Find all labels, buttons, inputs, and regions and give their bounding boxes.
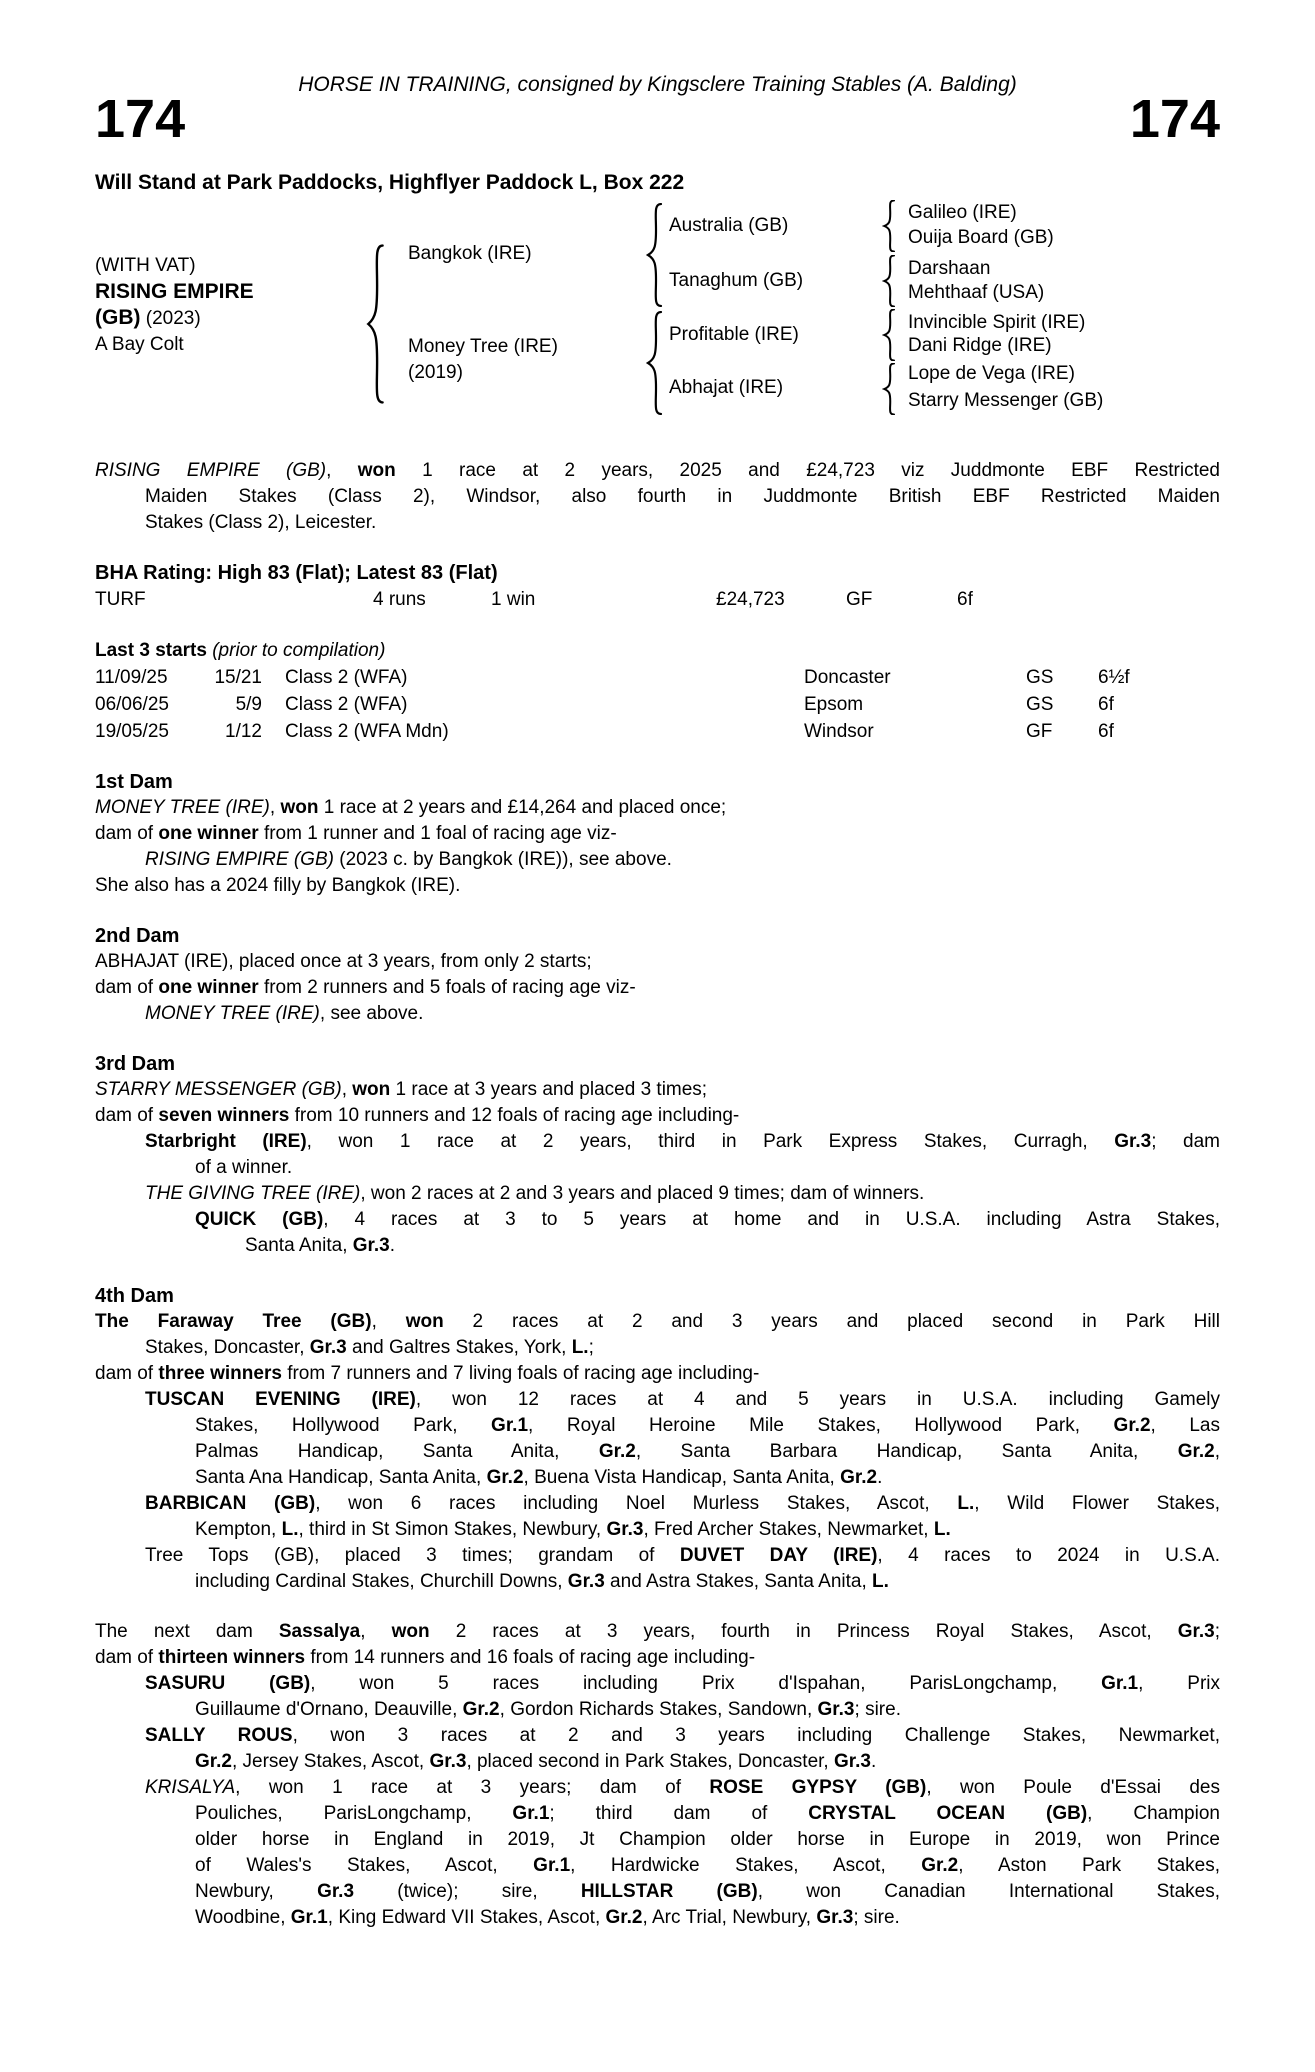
start-going: GF (1026, 721, 1053, 742)
text-line: Stakes (Class 2), Leicester. (145, 512, 377, 533)
country-suffix: (GB) (95, 306, 141, 329)
text-line: Stakes, Doncaster, Gr.3 and Galtres Stakes, York, L.; (145, 1337, 594, 1358)
birth-year: (2023) (145, 308, 201, 329)
text-line: including Cardinal Stakes, Churchill Downs, Gr.3 and Astra Stakes, Santa Anita, L. (195, 1571, 889, 1592)
text-line: TUSCAN EVENING (IRE), won 12 races at 4 and 5 years in U.S.A. including Gamely (145, 1389, 1220, 1410)
text-line: The next dam Sassalya, won 2 races at 3 years, fourth in Princess Royal Stakes, Ascot, Gr.3; (95, 1621, 1220, 1642)
text-line: dam of seven winners from 10 runners and 12 foals of racing age including- (95, 1105, 740, 1126)
start-course: Windsor (804, 721, 874, 742)
dam-section-1 (95, 795, 1220, 899)
text-line: RISING EMPIRE (GB), won 1 race at 2 years, 2025 and £24,723 viz Juddmonte EBF Restricted (95, 460, 1220, 481)
start-date: 11/09/25 (95, 667, 168, 688)
start-distance: 6f (1098, 694, 1114, 715)
pedigree-brace-gg2 (882, 255, 897, 307)
start-distance: 6½f (1098, 667, 1130, 688)
text-line: Santa Ana Handicap, Santa Anita, Gr.2, Buena Vista Handicap, Santa Anita, Gr.2. (195, 1467, 883, 1488)
ggp-6: Dani Ridge (IRE) (908, 335, 1052, 356)
dam-heading-1: 1st Dam (95, 771, 173, 793)
text-line: SASURU (GB), won 5 races including Prix d'Ispahan, ParisLongchamp, Gr.1, Prix (145, 1673, 1221, 1694)
text-line: KRISALYA, won 1 race at 3 years; dam of ROSE GYPSY (GB), won Poule d'Essai des (145, 1777, 1220, 1798)
horse-name: RISING EMPIRE (95, 280, 254, 303)
text-line: Starbright (IRE), won 1 race at 2 years, third in Park Express Stakes, Curragh, Gr.3; dam (145, 1131, 1220, 1152)
text-line: Tree Tops (GB), placed 3 times; grandam of DUVET DAY (IRE), 4 races to 2024 in U.S.A. (145, 1545, 1220, 1566)
text-line: STARRY MESSENGER (GB), won 1 race at 3 years and placed 3 times; (95, 1079, 708, 1100)
race-record-paragraph (95, 458, 1220, 536)
last-starts-title: Last 3 starts (95, 640, 207, 661)
sire-name: Bangkok (IRE) (408, 243, 532, 264)
text-line: Woodbine, Gr.1, King Edward VII Stakes, Ascot, Gr.2, Arc Trial, Newbury, Gr.3; sire. (195, 1907, 900, 1928)
lot-number-row (95, 89, 1220, 149)
lot-number-right: 174 (1129, 89, 1220, 149)
text-line: Pouliches, ParisLongchamp, Gr.1; third dam of CRYSTAL OCEAN (GB), Champion (195, 1803, 1220, 1824)
ggp-3: Darshaan (908, 258, 991, 279)
start-position: 5/9 (235, 694, 262, 715)
runs-count: 4 runs (373, 589, 426, 610)
vat-note: (WITH VAT) (95, 255, 196, 276)
text-line: dam of thirteen winners from 14 runners and 16 foals of racing age including- (95, 1647, 756, 1668)
text-line: Maiden Stakes (Class 2), Windsor, also fourth in Juddmonte British EBF Restricted Maiden (145, 486, 1220, 507)
race-summary-row (95, 586, 1220, 613)
start-row (95, 718, 1220, 745)
last-starts-table (95, 664, 1220, 745)
text-line: The Faraway Tree (GB), won 2 races at 2 and 3 years and placed second in Park Hill (95, 1311, 1220, 1332)
text-line: BARBICAN (GB), won 6 races including Noel Murless Stakes, Ascot, L., Wild Flower Stakes, (145, 1493, 1220, 1514)
start-class: Class 2 (WFA) (285, 667, 408, 688)
start-date: 06/06/25 (95, 694, 169, 715)
wins-count: 1 win (491, 589, 536, 610)
pedigree-chart (95, 200, 1220, 450)
text-line: Guillaume d'Ornano, Deauville, Gr.2, Gordon Richards Stakes, Sandown, Gr.3; sire. (195, 1699, 901, 1720)
text-line: Kempton, L., third in St Simon Stakes, Newbury, Gr.3, Fred Archer Stakes, Newmarket, L. (195, 1519, 951, 1540)
ggp-8: Starry Messenger (GB) (908, 390, 1104, 411)
text-line: dam of one winner from 2 runners and 5 foals of racing age viz- (95, 977, 636, 998)
going-abbrev: GF (846, 589, 873, 610)
pedigree-brace-gg3 (882, 309, 897, 361)
page-header-title: HORSE IN TRAINING, consigned by Kingsclere Training Stables (A. Balding) (298, 73, 1017, 96)
text-line: Newbury, Gr.3 (twice); sire, HILLSTAR (GB), won Canadian International Stakes, (195, 1881, 1220, 1902)
dam-heading-4: 4th Dam (95, 1285, 174, 1307)
bha-rating-heading: BHA Rating: High 83 (Flat); Latest 83 (Flat) (95, 562, 498, 584)
text-line: older horse in England in 2019, Jt Champion older horse in Europe in 2019, won Prince (195, 1829, 1220, 1850)
start-going: GS (1026, 694, 1054, 715)
sire-dam: Tanaghum (GB) (669, 270, 804, 291)
dam-heading-3: 3rd Dam (95, 1053, 176, 1075)
catalogue-page (95, 72, 1220, 1931)
surface-label: TURF (95, 589, 146, 610)
start-class: Class 2 (WFA) (285, 694, 408, 715)
lot-number-left: 174 (95, 89, 186, 149)
dam-sire: Profitable (IRE) (669, 324, 799, 345)
text-line: Stakes, Hollywood Park, Gr.1, Royal Heroine Mile Stakes, Hollywood Park, Gr.2, Las (195, 1415, 1221, 1436)
dam-section-4 (95, 1309, 1220, 1595)
text-line: Palmas Handicap, Santa Anita, Gr.2, Santa Barbara Handicap, Santa Anita, Gr.2, (195, 1441, 1221, 1462)
ggp-2: Ouija Board (GB) (908, 227, 1054, 248)
dam-name: Money Tree (IRE) (408, 336, 558, 357)
earnings-value: £24,723 (716, 589, 785, 610)
text-line: Santa Anita, Gr.3. (245, 1235, 396, 1256)
last-starts-note: (prior to compilation) (212, 640, 386, 661)
color-sex: A Bay Colt (95, 334, 184, 355)
pedigree-brace-sire (645, 203, 665, 307)
start-row (95, 664, 1220, 691)
text-line: Gr.2, Jersey Stakes, Ascot, Gr.3, placed second in Park Stakes, Doncaster, Gr.3. (195, 1751, 877, 1772)
pedigree-brace-main (365, 244, 387, 404)
start-class: Class 2 (WFA Mdn) (285, 721, 449, 742)
ggp-7: Lope de Vega (IRE) (908, 363, 1075, 384)
ggp-5: Invincible Spirit (IRE) (908, 312, 1086, 333)
next-dam-paragraph (95, 1619, 1220, 1931)
pedigree-brace-gg1 (882, 200, 897, 252)
text-line: THE GIVING TREE (IRE), won 2 races at 2 and 3 years and placed 9 times; dam of winners. (145, 1183, 925, 1204)
text-line: of a winner. (195, 1157, 293, 1178)
last-starts-heading (95, 637, 1220, 664)
ggp-4: Mehthaaf (USA) (908, 282, 1045, 303)
start-distance: 6f (1098, 721, 1114, 742)
pedigree-brace-gg4 (882, 363, 897, 415)
text-line: SALLY ROUS, won 3 races at 2 and 3 years including Challenge Stakes, Newmarket, (145, 1725, 1220, 1746)
dam-section-3 (95, 1077, 1220, 1259)
text-line: of Wales's Stakes, Ascot, Gr.1, Hardwicke Stakes, Ascot, Gr.2, Aston Park Stakes, (195, 1855, 1220, 1876)
start-date: 19/05/25 (95, 721, 169, 742)
start-course: Doncaster (804, 667, 891, 688)
start-row (95, 691, 1220, 718)
start-position: 1/12 (225, 721, 262, 742)
horse-suffix-year (95, 307, 201, 330)
text-line: RISING EMPIRE (GB) (2023 c. by Bangkok (IRE)), see above. (145, 849, 672, 870)
distance-value: 6f (957, 589, 973, 610)
text-line: She also has a 2024 filly by Bangkok (IRE). (95, 875, 461, 896)
ggp-1: Galileo (IRE) (908, 202, 1017, 223)
stand-location: Will Stand at Park Paddocks, Highflyer Paddock L, Box 222 (95, 171, 685, 194)
dam-dam: Abhajat (IRE) (669, 377, 784, 398)
text-line: ABHAJAT (IRE), placed once at 3 years, from only 2 starts; (95, 951, 592, 972)
sire-sire: Australia (GB) (669, 215, 789, 236)
start-going: GS (1026, 667, 1054, 688)
text-line: QUICK (GB), 4 races at 3 to 5 years at home and in U.S.A. including Astra Stakes, (195, 1209, 1221, 1230)
text-line: dam of three winners from 7 runners and 7 living foals of racing age including- (95, 1363, 760, 1384)
pedigree-brace-dam (645, 311, 665, 415)
text-line: MONEY TREE (IRE), see above. (145, 1003, 424, 1024)
dam-year: (2019) (408, 362, 463, 383)
start-course: Epsom (804, 694, 864, 715)
text-line: dam of one winner from 1 runner and 1 foal of racing age viz- (95, 823, 617, 844)
start-position: 15/21 (214, 667, 262, 688)
text-line: MONEY TREE (IRE), won 1 race at 2 years and £14,264 and placed once; (95, 797, 727, 818)
dam-section-2 (95, 949, 1220, 1027)
dam-heading-2: 2nd Dam (95, 925, 180, 947)
